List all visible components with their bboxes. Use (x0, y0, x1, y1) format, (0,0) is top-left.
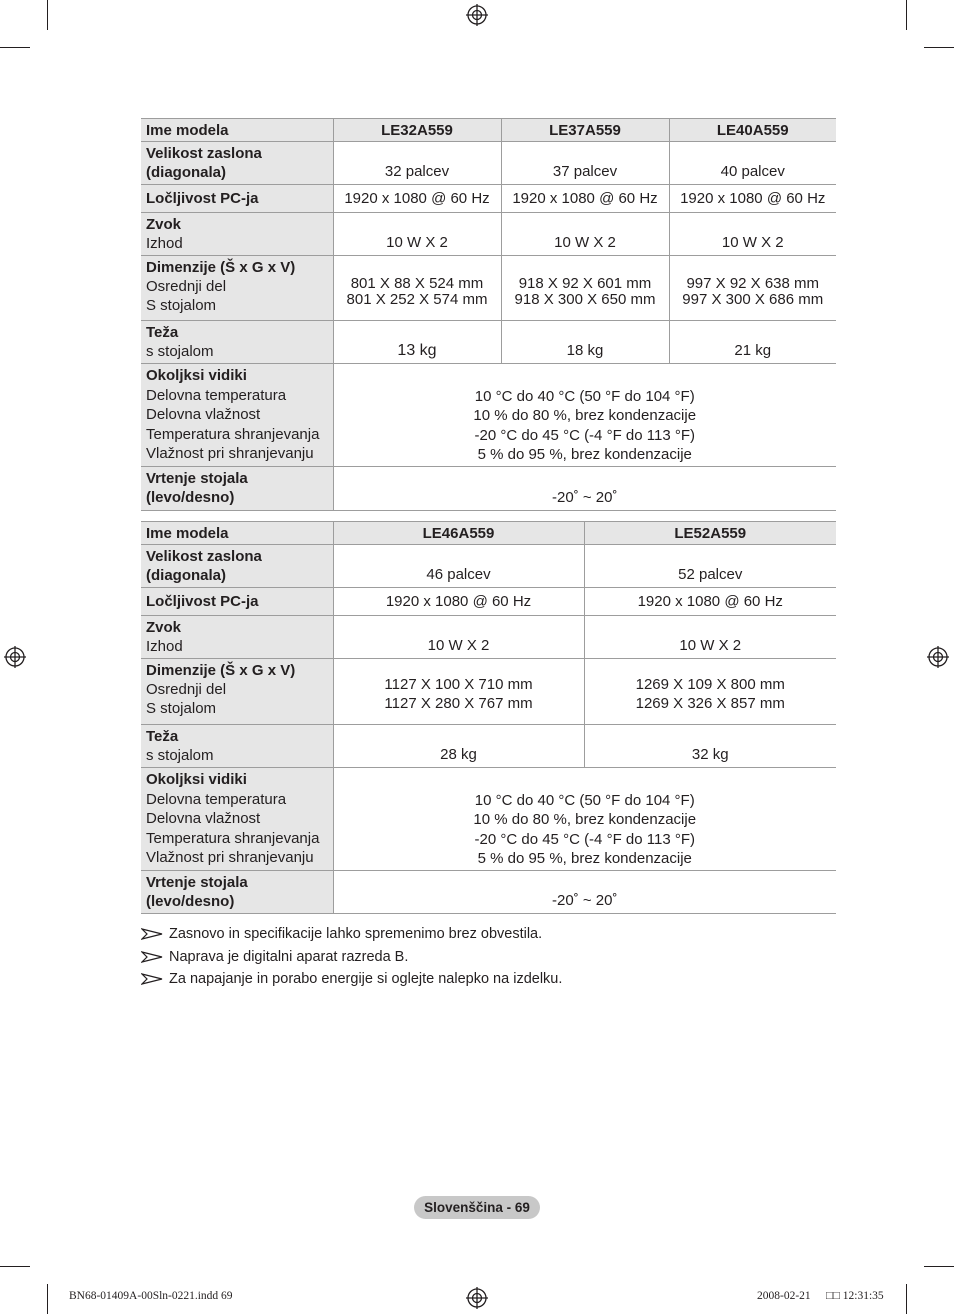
page-number-badge: Slovenščina - 69 (414, 1196, 540, 1219)
row-label (141, 256, 333, 321)
arrow-icon (141, 951, 163, 963)
table-row (141, 256, 836, 321)
note-text: Za napajanje in porabo energije si oglejte nalepko na izdelku. (169, 971, 563, 988)
row-label (141, 870, 333, 913)
cell-value (333, 364, 836, 467)
print-date: 2008-02-21 (757, 1290, 811, 1302)
row-subtitle: (levo/desno) (146, 892, 235, 910)
cell-value (333, 256, 501, 321)
cell-value: 37 palcev (501, 142, 669, 185)
row-subtitle: Izhod (146, 235, 183, 252)
cell-value: 52 palcev (584, 545, 836, 588)
row-subtitle: s stojalom (146, 343, 214, 360)
note-text: Naprava je digitalni aparat razreda B. (169, 948, 409, 965)
dimension-body: 801 X 88 X 524 mm (350, 275, 484, 292)
file-slug: BN68-01409A-00Sln-0221.indd 69 (69, 1290, 233, 1302)
row-subtitle: Delovna vlažnost (146, 406, 261, 423)
note-text: Zasnovo in specifikacije lahko spremenimo brez obvestila. (169, 926, 543, 943)
table-row (141, 213, 836, 256)
print-time: □□ 12:31:35 (826, 1290, 884, 1302)
cell-value: 46 palcev (333, 545, 584, 588)
model-name: LE40A559 (669, 119, 836, 142)
dimension-body: 1127 X 100 X 710 mm (384, 675, 533, 693)
dimension-body: 918 X 92 X 601 mm (518, 275, 652, 292)
env-value: 5 % do 95 %, brez kondenzacije (477, 446, 692, 463)
env-value: 10 °C do 40 °C (50 °F do 104 °F) (474, 387, 695, 405)
env-value: 10 % do 80 %, brez kondenzacije (473, 811, 697, 828)
row-label (141, 545, 333, 588)
row-title: Zvok (146, 619, 182, 636)
env-value: 10 % do 80 %, brez kondenzacije (473, 407, 697, 424)
row-subtitle: Delovna temperatura (146, 790, 287, 808)
row-title: Velikost zaslona (146, 145, 262, 162)
cell-value (333, 768, 836, 871)
crop-mark (924, 1266, 954, 1267)
spec-table-1 (141, 118, 836, 511)
table-row (141, 725, 836, 768)
row-title: Dimenzije (Š x G x V) (146, 662, 296, 679)
row-label (141, 466, 333, 510)
crop-mark (924, 47, 954, 48)
arrow-icon (141, 928, 163, 940)
cell-value: 1920 x 1080 @ 60 Hz (669, 185, 836, 213)
registration-mark-icon (466, 1287, 488, 1309)
cell-value: 10 W X 2 (669, 213, 836, 256)
row-subtitle: (diagonala) (146, 567, 227, 584)
cell-value: 18 kg (501, 321, 669, 364)
cell-value: 1920 x 1080 @ 60 Hz (333, 588, 584, 616)
row-subtitle: Temperatura shranjevanja (146, 829, 320, 847)
env-value: 10 °C do 40 °C (50 °F do 104 °F) (474, 791, 695, 809)
cell-value: 10 W X 2 (584, 616, 836, 659)
registration-mark-icon (927, 646, 949, 668)
row-title: Teža (146, 324, 179, 341)
crop-mark (47, 0, 48, 30)
cell-value: 28 kg (333, 725, 584, 768)
env-value: -20 °C do 45 °C (-4 °F do 113 °F) (474, 426, 695, 444)
table-row (141, 768, 836, 871)
row-title: Okoljksi vidiki (146, 771, 247, 788)
row-label (141, 588, 333, 616)
crop-mark (906, 0, 907, 30)
cell-value: -20˚ ~ 20˚ (333, 466, 836, 510)
env-value: -20 °C do 45 °C (-4 °F do 113 °F) (474, 830, 695, 848)
arrow-icon (141, 973, 163, 985)
crop-mark (47, 1284, 48, 1314)
dimension-body: 997 X 92 X 638 mm (686, 275, 820, 292)
dimension-stand: 997 X 300 X 686 mm (682, 291, 824, 308)
list-item (141, 923, 562, 946)
table-row (141, 185, 836, 213)
row-title: Vrtenje stojala (146, 873, 248, 891)
row-subtitle: (diagonala) (146, 164, 227, 181)
dimension-stand: 801 X 252 X 574 mm (346, 291, 488, 308)
cell-value: 40 palcev (669, 142, 836, 185)
table-row (141, 545, 836, 588)
table-row (141, 142, 836, 185)
model-name: LE46A559 (333, 522, 584, 545)
row-subtitle: Osrednji del (146, 681, 227, 698)
model-name: LE52A559 (584, 522, 836, 545)
header-label: Ime modela (141, 522, 333, 545)
row-subtitle: Temperatura shranjevanja (146, 425, 320, 443)
row-label (141, 185, 333, 213)
cell-value (584, 659, 836, 725)
row-subtitle: S stojalom (146, 700, 217, 717)
row-title: Ločljivost PC-ja (146, 593, 259, 610)
cell-value (501, 256, 669, 321)
table-row (141, 870, 836, 913)
row-title: Velikost zaslona (146, 548, 262, 565)
row-label (141, 213, 333, 256)
row-subtitle: Delovna temperatura (146, 386, 287, 404)
dimension-stand: 918 X 300 X 650 mm (514, 291, 656, 308)
cell-value: 32 palcev (333, 142, 501, 185)
table-row (141, 466, 836, 510)
registration-mark-icon (4, 646, 26, 668)
table-row (141, 588, 836, 616)
crop-mark (906, 1284, 907, 1314)
dimension-stand: 1127 X 280 X 767 mm (384, 694, 533, 712)
table-row (141, 522, 836, 545)
cell-value: 10 W X 2 (333, 616, 584, 659)
cell-value: 10 W X 2 (501, 213, 669, 256)
table-row (141, 659, 836, 725)
row-subtitle: Vlažnost pri shranjevanju (146, 445, 314, 462)
table-row (141, 321, 836, 364)
row-title: Teža (146, 728, 179, 745)
row-label (141, 725, 333, 768)
row-label (141, 768, 333, 871)
row-subtitle: (levo/desno) (146, 488, 235, 506)
dimension-body: 1269 X 109 X 800 mm (635, 675, 785, 693)
registration-mark-icon (466, 4, 488, 26)
row-label (141, 364, 333, 467)
model-name: LE32A559 (333, 119, 501, 142)
row-label (141, 659, 333, 725)
notes-list (141, 923, 562, 991)
row-subtitle: s stojalom (146, 747, 214, 764)
cell-value: 1920 x 1080 @ 60 Hz (333, 185, 501, 213)
cell-value: 10 W X 2 (333, 213, 501, 256)
list-item (141, 968, 562, 991)
spec-table-2 (141, 521, 836, 914)
header-label: Ime modela (141, 119, 333, 142)
env-value: 5 % do 95 %, brez kondenzacije (477, 850, 692, 867)
row-subtitle: Izhod (146, 638, 183, 655)
row-label (141, 321, 333, 364)
dimension-stand: 1269 X 326 X 857 mm (635, 694, 785, 712)
row-subtitle: Delovna vlažnost (146, 810, 261, 827)
cell-value: 1920 x 1080 @ 60 Hz (584, 588, 836, 616)
list-item (141, 946, 562, 969)
row-title: Okoljksi vidiki (146, 367, 247, 384)
crop-mark (0, 47, 30, 48)
table-row (141, 119, 836, 142)
row-title: Zvok (146, 216, 182, 233)
cell-value: 13 kg (333, 321, 501, 364)
cell-value: -20˚ ~ 20˚ (333, 870, 836, 913)
row-label (141, 142, 333, 185)
row-label (141, 616, 333, 659)
row-subtitle: Vlažnost pri shranjevanju (146, 849, 314, 866)
row-title: Ločljivost PC-ja (146, 190, 259, 207)
cell-value (333, 659, 584, 725)
row-title: Dimenzije (Š x G x V) (146, 259, 296, 276)
row-title: Vrtenje stojala (146, 469, 248, 487)
row-subtitle: S stojalom (146, 297, 217, 314)
cell-value: 21 kg (669, 321, 836, 364)
cell-value: 32 kg (584, 725, 836, 768)
model-name: LE37A559 (501, 119, 669, 142)
table-row (141, 364, 836, 467)
crop-mark (0, 1266, 30, 1267)
row-subtitle: Osrednji del (146, 278, 227, 295)
table-row (141, 616, 836, 659)
cell-value: 1920 x 1080 @ 60 Hz (501, 185, 669, 213)
cell-value (669, 256, 836, 321)
